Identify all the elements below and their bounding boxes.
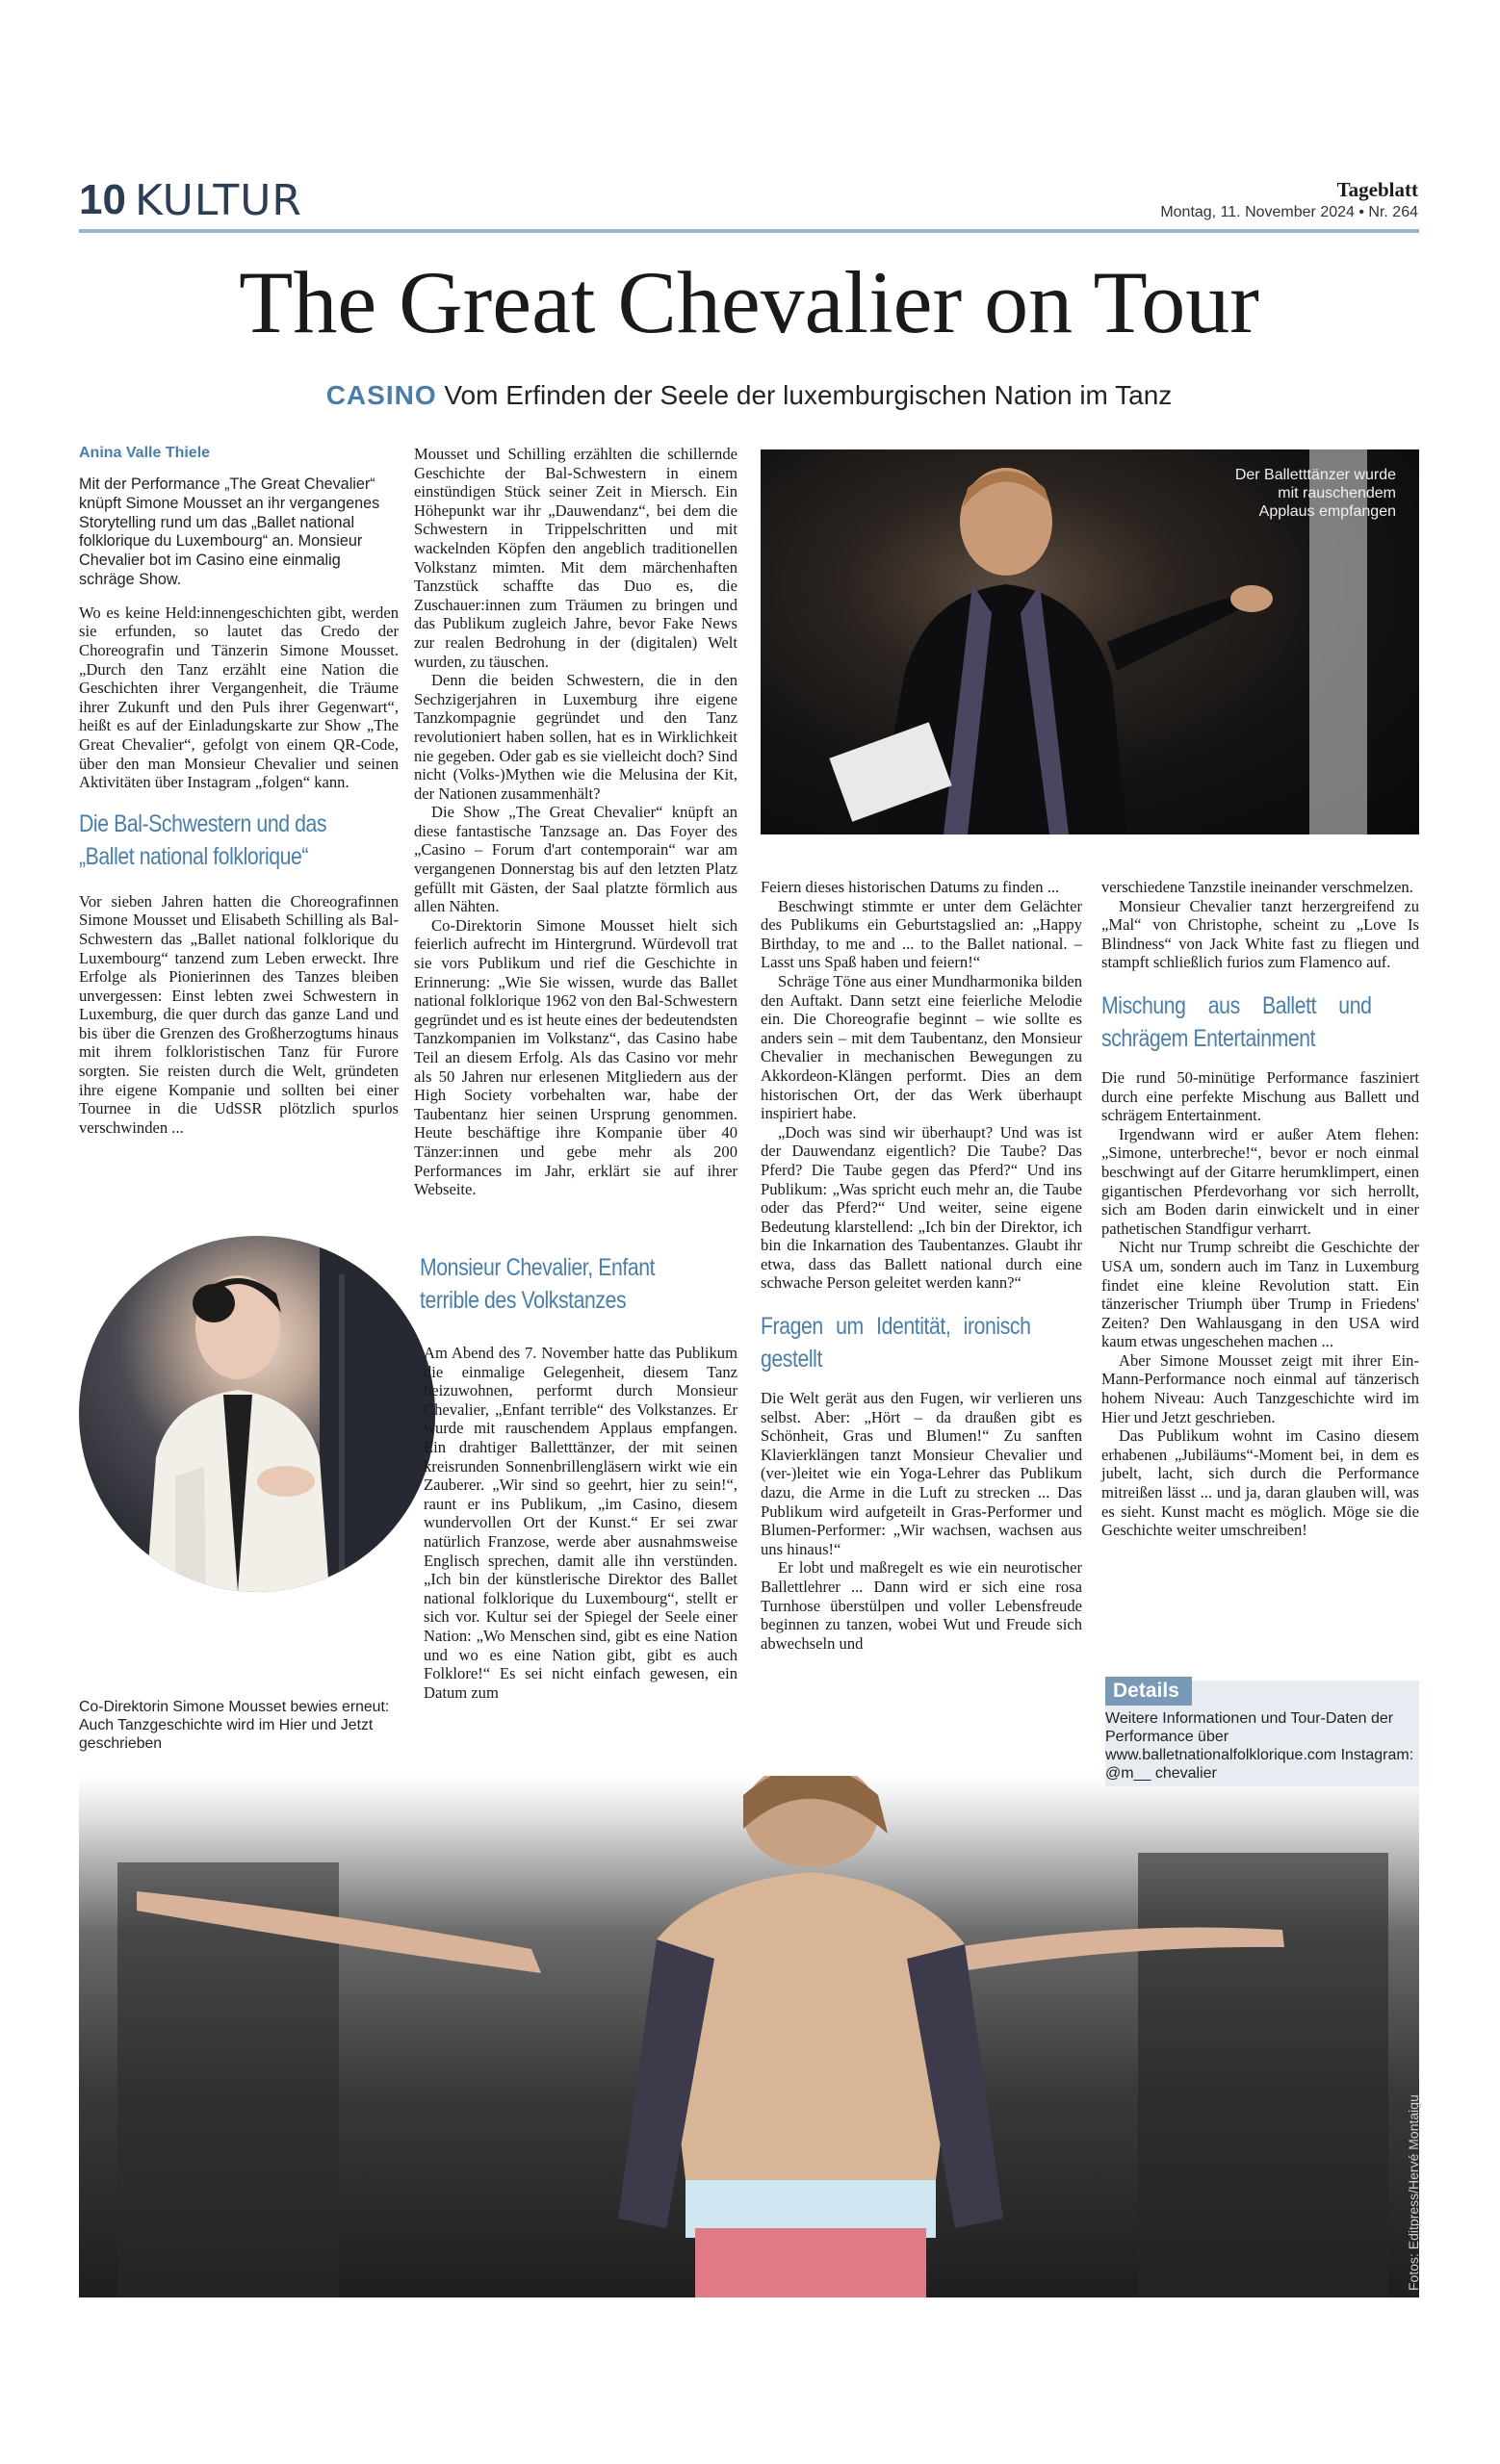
column-2 [414, 445, 737, 1199]
paragraph: Wo es keine Held:innengeschichten gibt, werden sie erfunden, so lautet das Credo der Choreografin und Tänzerin Simone Mousset. „Durch den Tanz erzählt eine Nation die Geschichten ihrer Vergangenheit, die Träume ihrer Zukunft und den Puls ihrer Gegenwart“, heißt es auf der Einladungskarte zur Show „The Great Chevalier“, gefolgt von einem QR-Code, über den man Monsieur Chevalier und seinen Aktivitäten über Instagram „folgen“ kann. [79, 603, 399, 792]
paragraph: Die Welt gerät aus den Fugen, wir verlieren uns selbst. Aber: „Hört – da draußen gibt es Schönheit, Gras und Blumen!“ Zu sanften Klavierklängen tanzt Monsieur Chevalier und (ver-)leitet wie ein Yoga-Lehrer das Publikum dazu, die Arme in die Luft zu strecken ... Das Publikum wird aufgeteilt in Gras-Performer und Blumen-Performer: „Wir wachsen, wachsen aus uns hinaus!“ [761, 1389, 1082, 1558]
column-3 [761, 878, 1082, 1653]
subhead-mischung: Mischung aus Ballett und schrägem Entertainment [1101, 991, 1372, 1052]
paragraph: Er lobt und maßregelt es wie ein neurotischer Ballettlehrer ... Dann wird er sich eine rosa Turnhose überstülpen und voller Lebensfreude beginnen zu tanzen, wobei Wut und Freude sich abwechseln und [761, 1558, 1082, 1653]
subhead-identitaet: Fragen um Identität, ironisch gestellt [761, 1313, 1031, 1373]
column-1-text [79, 603, 399, 792]
dateline: Montag, 11. November 2024 • Nr. 264 [1160, 204, 1418, 220]
paragraph: Die rund 50-minütige Performance fasziniert durch eine perfekte Mischung aus Ballett und schrägem Entertainment. [1101, 1067, 1419, 1125]
author: Anina Valle Thiele [79, 445, 211, 461]
paragraph: Co-Direktorin Simone Mousset hielt sich feierlich aufrecht im Hintergrund. Würdevoll trat sie vors Publikum und rief die Geschichte in Erinnerung: „Wie Sie wissen, wurde das Ballet national folklorique 1962 von den Bal-Schwestern gegründet und es ist heute eines der bedeutendsten Tanzkompanien im Volkstanz“, das Casino habe Teil an diesem Erfolg. Als das Casino vor mehr als 50 Jahren nur erlesenen Mitgliedern aus der High Society vorbehalten war, habe der Taubentanz hier seinen Ursprung genommen. Heute beschäftige ihre Kompanie über 40 Tänzer:innen und gebe mehr als 200 Performances im Jahr, erklärt sie auf ihrer Webseite. [414, 915, 737, 1199]
paragraph: „Doch was sind wir überhaupt? Und was ist der Dauwendanz eigentlich? Die Taube? Das Pferd? Die Taube gegen das Pferd?“ Und ins Publikum: „Was spricht euch mehr an, die Taube oder das Pferd?“ Und weiter, seine eigene Bedeutung klarstellend: „Ich bin der Direktor, ich bin die Inkarnation des Taubentanzes. Glaubt ihr etwa, dass das Ballett national durch eine schwache Person geleitet werden kann?“ [761, 1122, 1082, 1293]
paragraph: verschiedene Tanzstile ineinander verschmelzen. [1101, 878, 1413, 896]
details-text: Weitere Informationen und Tour-Daten der Performance über www.balletnationalfolklorique.com Instagram: @m__ chevalier [1105, 1710, 1414, 1782]
paragraph: Das Publikum wohnt im Casino diesem erhabenen „Jubiläums“-Moment bei, in dem es jubelt, lacht, sich durch die Performance mitreißen lässt ... und ja, daran glauben will, was es sieht. Kunst macht es möglich. Möge sie die Geschichte weiter umschreiben! [1101, 1426, 1419, 1540]
column-2b [424, 1344, 737, 1702]
subhead-bal-schwestern: Die Bal-Schwestern und das „Ballet national folklorique“ [79, 809, 327, 870]
dancer-outstretched-illustration [79, 1776, 1419, 2297]
paragraph: Vor sieben Jahren hatten die Choreografinnen Simone Mousset und Elisabeth Schilling als Bal-Schwestern das „Ballet national folklorique du Luxembourg“ tanzend zum Leben erweckt. Ihre Erfolge als Pionierinnen des Tanzes bleiben unvergessen: Einst lebten zwei Schwestern in Luxemburg, die quer durch das ganze Land und bis über die Grenzen des Großherzogtums hinaus mit ihrem folkloristischen Tanz für Furore sorgten. Sie reisten durch die Welt, gründeten ihre eigene Kompanie und sollten bei einer Tournee in die UdSSR plötzlich spurlos verschwinden ... [79, 891, 399, 1137]
column-4b [1101, 1068, 1419, 1540]
paragraph: Aber Simone Mousset zeigt mit ihrer Ein-Mann-Performance noch einmal auf tänzerisch hohem Niveau: Auch Tanzgeschichte wird im Hier und Jetzt geschrieben. [1101, 1350, 1419, 1426]
kicker: CASINO [325, 380, 437, 410]
column-1 [79, 445, 399, 1137]
paragraph: Am Abend des 7. November hatte das Publikum die einmalige Gelegenheit, diesem Tanz beizuwohnen, performt durch Monsieur Chevalier, „Enfant terrible“ des Volkstanzes. Er wurde mit rauschendem Applaus empfangen. Ein drahtiger Balletttänzer, der mit seinen kreisrunden Sonnenbrillengläsern wirkt wie ein Zauberer. „Wir sind so geehrt, hier zu sein!“, raunt er ins Publikum, „im Casino, diesem wundervollen Ort der Kunst.“ Er sei zwar natürlich Franzose, werde aber ausnahmsweise Englisch sprechen, damit alle ihn verstünden. „Ich bin der künstlerische Direktor des Ballet national folklorique du Luxembourg“, stellt er sich vor. Kultur sei der Spiegel der Seele einer Nation: „Wo Menschen sind, gibt es eine Nation und wo es eine Nation gibt, gibt es auch Folklore!“ Es sei nicht einfach gewesen, ein Datum zum [424, 1344, 737, 1702]
paragraph: Schräge Töne aus einer Mundharmonika bilden den Auftakt. Dann setzt eine feierliche Melodie ein. Die Choreografie beginnt – wie sollte es anders sein – mit dem Taubentanz, den Monsieur Chevalier in mechanischen Bewegungen zu Akkordeon-Klängen performt. Dies an dem historischen Ort, der das Werk überhaupt inspiriert habe. [761, 971, 1082, 1123]
lead: Mit der Performance „The Great Chevalier“ knüpft Simone Mousset an ihr vergangenes Storytelling rund um das „Ballet national folklorique du Luxembourg“ an. Monsieur Chevalier bot im Casino eine einmalig schräge Show. [79, 475, 380, 588]
masthead: Tageblatt [1336, 178, 1418, 201]
paragraph: Monsieur Chevalier tanzt herzergreifend zu „Mal“ von Christophe, scheint zu „Love Is Blindness“ von Jack White fast zu fliegen und stampft schließlich furios zum Flamenco auf. [1101, 896, 1419, 972]
details-label: Details [1105, 1677, 1192, 1706]
header-rule [79, 229, 1419, 233]
page-number: 10 [79, 176, 126, 223]
subheadline-row [79, 380, 1419, 411]
paragraph: Irgendwann wird er außer Atem flehen: „Simone, unterbreche!“, bevor er noch einmal beschwingt auf der Gitarre herumklimpert, einen gigantischen Pferdevorhang vor sich herrollt, sich am Boden darin einwickelt und in einer pathetischen Standfigur verharrt. [1101, 1124, 1419, 1238]
section-title: KULTUR [135, 176, 302, 225]
photo-dancer-arms-outstretched [79, 1776, 1419, 2297]
paragraph: Denn die beiden Schwestern, die in den Sechzigerjahren in Luxemburg ihre eigene Tanzkompagnie gegründet und den Tanz revolutioniert haben sollen, hat es in Wirklichkeit nie gegeben. Oder gab es sie vielleicht doch? Sind nicht (Volks-)Mythen wie die Melusina der Kit, der Nationen zusammenhält? [414, 671, 737, 803]
caption-top-photo: Der Balletttänzer wurde mit rauschendem Applaus empfangen [1234, 467, 1396, 520]
headline: The Great Chevalier on Tour [239, 253, 1259, 351]
photo-simone-mousset [79, 1236, 435, 1592]
column-1b-text [79, 892, 399, 1138]
paragraph: Mousset und Schilling erzählten die schillernde Geschichte der Bal-Schwestern in einem einstündigen Stück seiner Zeit in Miersch. Ein Höhepunkt war ihr „Dauwendanz“, bei dem die Schwestern in Trippelschritten und mit wackelnden Köpfen den angeblich traditionellen Volkstanz mimten. Mit dem märchenhaften Tanzstück schaffte das Duo es, die Zuschauer:innen zum Träumen zu bringen und das Publikum zugleich Jahre, bevor Fake News zur realen Bedrohung in der (digitalen) Welt wurden, zu täuschen. [414, 445, 737, 671]
paragraph: Beschwingt stimmte er unter dem Gelächter des Publikums ein Geburtstagslied an: „Happy Birthday, to me and ... to the Ballet national. – Lasst uns Spaß haben und feiern!“ [761, 896, 1082, 972]
column-4 [1101, 878, 1419, 1540]
subheadline: Vom Erfinden der Seele der luxemburgischen Nation im Tanz [444, 380, 1173, 410]
subhead-monsieur-chevalier: Monsieur Chevalier, Enfant terrible des Volkstanzes [420, 1254, 656, 1314]
photo-credit: Fotos: Editpress/Hervé Montaigu [1406, 2094, 1421, 2291]
column-3b [761, 1389, 1082, 1653]
woman-figure-illustration [79, 1236, 435, 1592]
paragraph: Feiern dieses historischen Datums zu finden ... [761, 878, 1060, 896]
caption-circle-photo: Co-Direktorin Simone Mousset bewies erneut: Auch Tanzgeschichte wird im Hier und Jetzt geschrieben [79, 1699, 390, 1752]
paragraph: Nicht nur Trump schreibt die Geschichte der USA um, sondern auch im Tanz in Luxemburg findet eine kleine Revolution statt. Ein tänzerischer Triumph über Trump in Friedens' Zeiten? Den Wahlausgang in den USA wird kaum etwas ungeschehen machen ... [1101, 1238, 1419, 1351]
paragraph: Die Show „The Great Chevalier“ knüpft an diese fantastische Tanzsage an. Das Foyer des „Casino – Forum d'art contemporain“ war am vergangenen Donnerstag bis auf den letzten Platz gefüllt mit Gästen, der Saal platzte förmlich aus allen Nähten. [414, 803, 737, 916]
